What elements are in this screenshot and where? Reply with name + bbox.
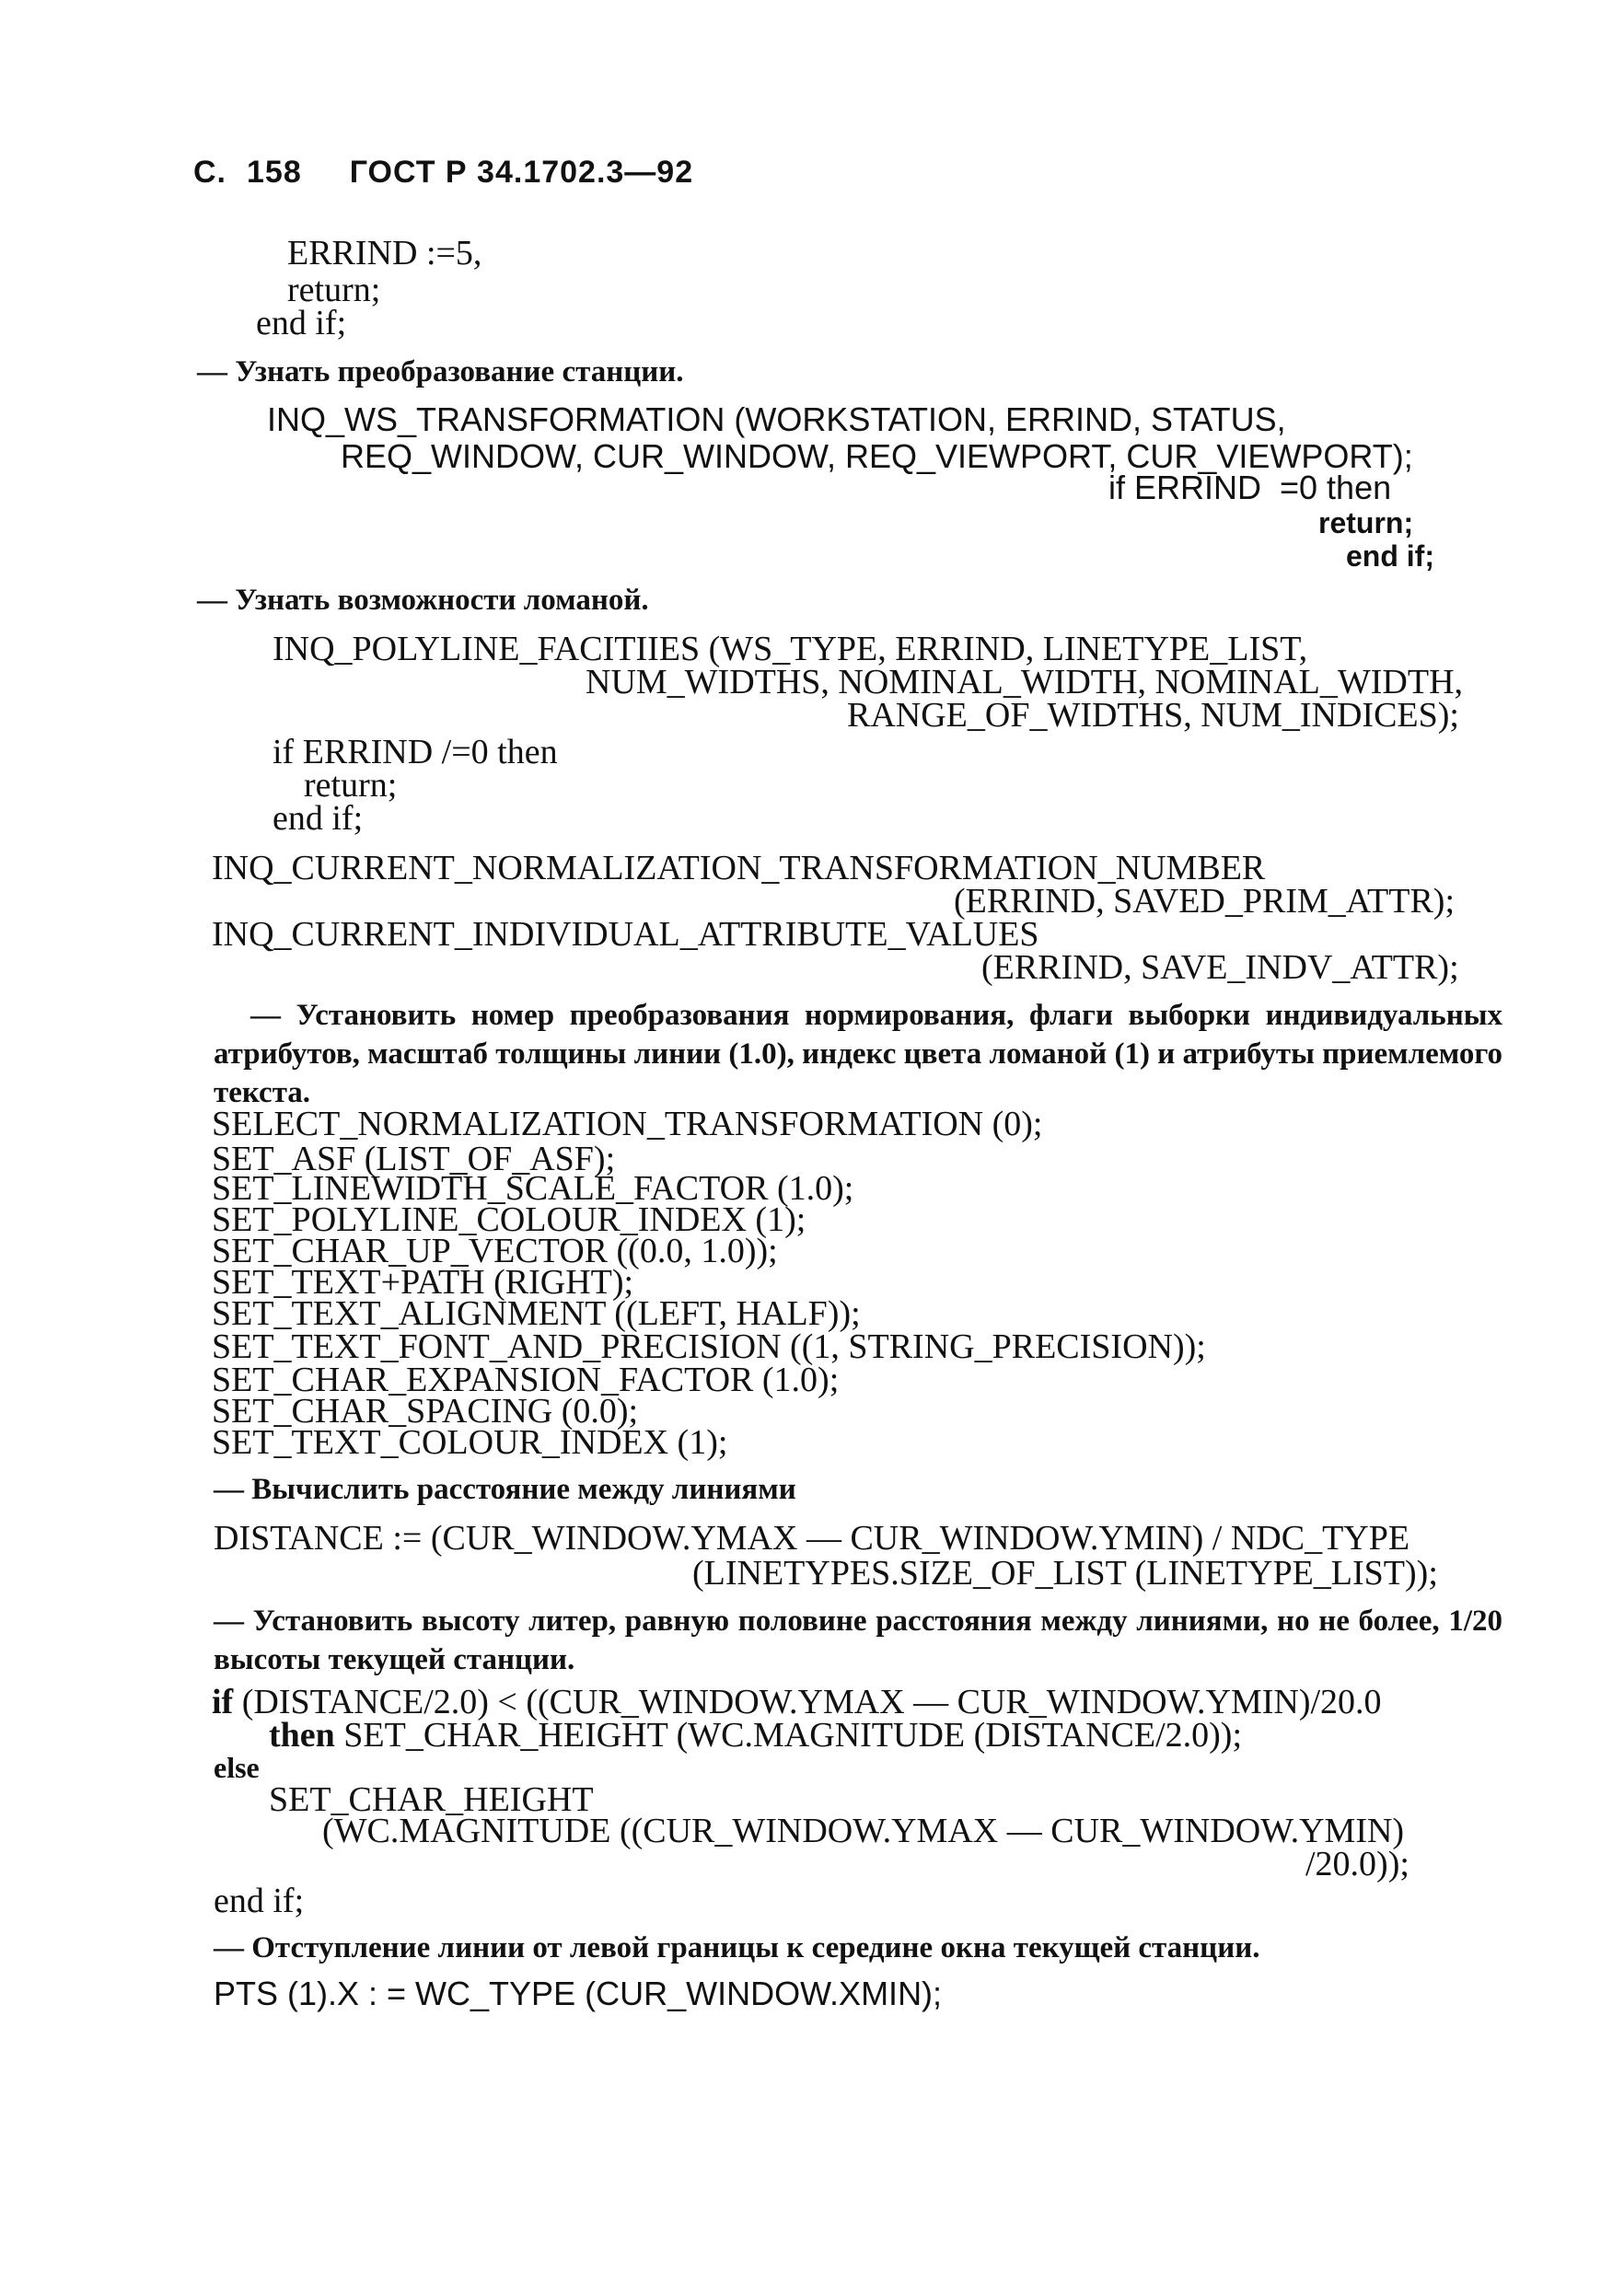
code-line: (ERRIND, SAVED_PRIM_ATTR); [954,882,1456,921]
code-line: DISTANCE := (CUR_WINDOW.YMAX — CUR_WINDOW.YMIN) / NDC_TYPE [214,1519,1410,1558]
standard-number: ГОСТ Р 34.1702.3—92 [349,155,694,190]
code-line: INQ_POLYLINE_FACITIIES (WS_TYPE, ERRIND, LINETYPE_LIST, [273,630,1308,668]
comment-paragraph: — Установить номер преобразования нормирования, флаги выборки индивидуальных атрибутов, масштаб толщины линии (1.0), индекс цвета ломаной (1) и атрибуты приемлемого текста. [214,999,1502,1109]
code-line: end if; [1346,539,1434,573]
code-line: if ERRIND =0 then [1108,469,1392,506]
keyword-if: if [212,1683,234,1721]
code-line: return; [287,271,381,309]
code-line: if ERRIND /=0 then [273,733,558,771]
code-line [269,1718,1242,1753]
code-line: SET_CHAR_UP_VECTOR ((0.0, 1.0)); [212,1232,778,1270]
code-text: (DISTANCE/2.0) < ((CUR_WINDOW.YMAX — CUR_WINDOW.YMIN)/20.0 [241,1683,1382,1721]
code-line: ERRIND :=5, [287,234,482,272]
code-line: SET_CHAR_EXPANSION_FACTOR (1.0); [212,1361,840,1399]
code-line: SET_TEXT_FONT_AND_PRECISION ((1, STRING_PRECISION)); [212,1327,1206,1366]
code-line [212,1685,1382,1720]
code-line: end if; [256,304,347,342]
comment-line: — Узнать возможности ломаной. [197,584,649,617]
page-header [193,155,693,191]
code-text: SET_CHAR_HEIGHT (WC.MAGNITUDE (DISTANCE/2.0)); [343,1716,1243,1755]
code-line: RANGE_OF_WIDTHS, NUM_INDICES); [847,696,1459,735]
code-line: (LINETYPES.SIZE_OF_LIST (LINETYPE_LIST)); [692,1554,1438,1593]
code-line: SELECT_NORMALIZATION_TRANSFORMATION (0); [212,1105,1043,1143]
comment-line: — Отступление линии от левой границы к середине окна текущей станции. [214,1931,1260,1964]
code-line: return; [1318,506,1414,539]
code-line: (WC.MAGNITUDE ((CUR_WINDOW.YMAX — CUR_WINDOW.YMIN) [322,1812,1405,1850]
code-line: end if; [273,799,364,838]
code-line: PTS (1).X : = WC_TYPE (CUR_WINDOW.XMIN); [214,1975,943,2012]
code-line: SET_CHAR_SPACING (0.0); [212,1392,639,1431]
comment-line: — Вычислить расстояние между линиями [214,1473,796,1506]
comment-paragraph: — Установить высоту литер, равную половине расстояния между линиями, но не более, 1/20 высоты текущей станции. [214,1605,1502,1676]
code-line: (ERRIND, SAVE_INDV_ATTR); [981,948,1459,987]
keyword-then: then [269,1716,335,1755]
code-line: SET_LINEWIDTH_SCALE_FACTOR (1.0); [212,1169,854,1208]
code-line: SET_TEXT+PATH (RIGHT); [212,1263,634,1302]
code-line: INQ_CURRENT_NORMALIZATION_TRANSFORMATION_NUMBER [212,849,1266,887]
code-line: SET_TEXT_ALIGNMENT ((LEFT, HALF)); [212,1294,861,1333]
code-line: /20.0)); [1305,1845,1409,1883]
code-line: SET_CHAR_HEIGHT [269,1780,594,1819]
code-line: REQ_WINDOW, CUR_WINDOW, REQ_VIEWPORT, CUR_VIEWPORT); [341,437,1413,475]
code-line: return; [304,766,398,805]
code-line: INQ_CURRENT_INDIVIDUAL_ATTRIBUTE_VALUES [212,915,1039,954]
code-line: end if; [214,1882,305,1920]
code-line: SET_TEXT_COLOUR_INDEX (1); [212,1423,728,1462]
code-line: NUM_WIDTHS, NOMINAL_WIDTH, NOMINAL_WIDTH, [586,663,1464,701]
comment-line: — Узнать преобразование станции. [197,355,684,388]
page-number: 158 [247,155,302,190]
code-line: else [214,1751,260,1784]
code-line: SET_POLYLINE_COLOUR_INDEX (1); [212,1200,806,1239]
code-line: SET_ASF (LIST_OF_ASF); [212,1140,616,1178]
page-label: С. [193,155,226,190]
code-line: INQ_WS_TRANSFORMATION (WORKSTATION, ERRIND, STATUS, [267,400,1286,438]
